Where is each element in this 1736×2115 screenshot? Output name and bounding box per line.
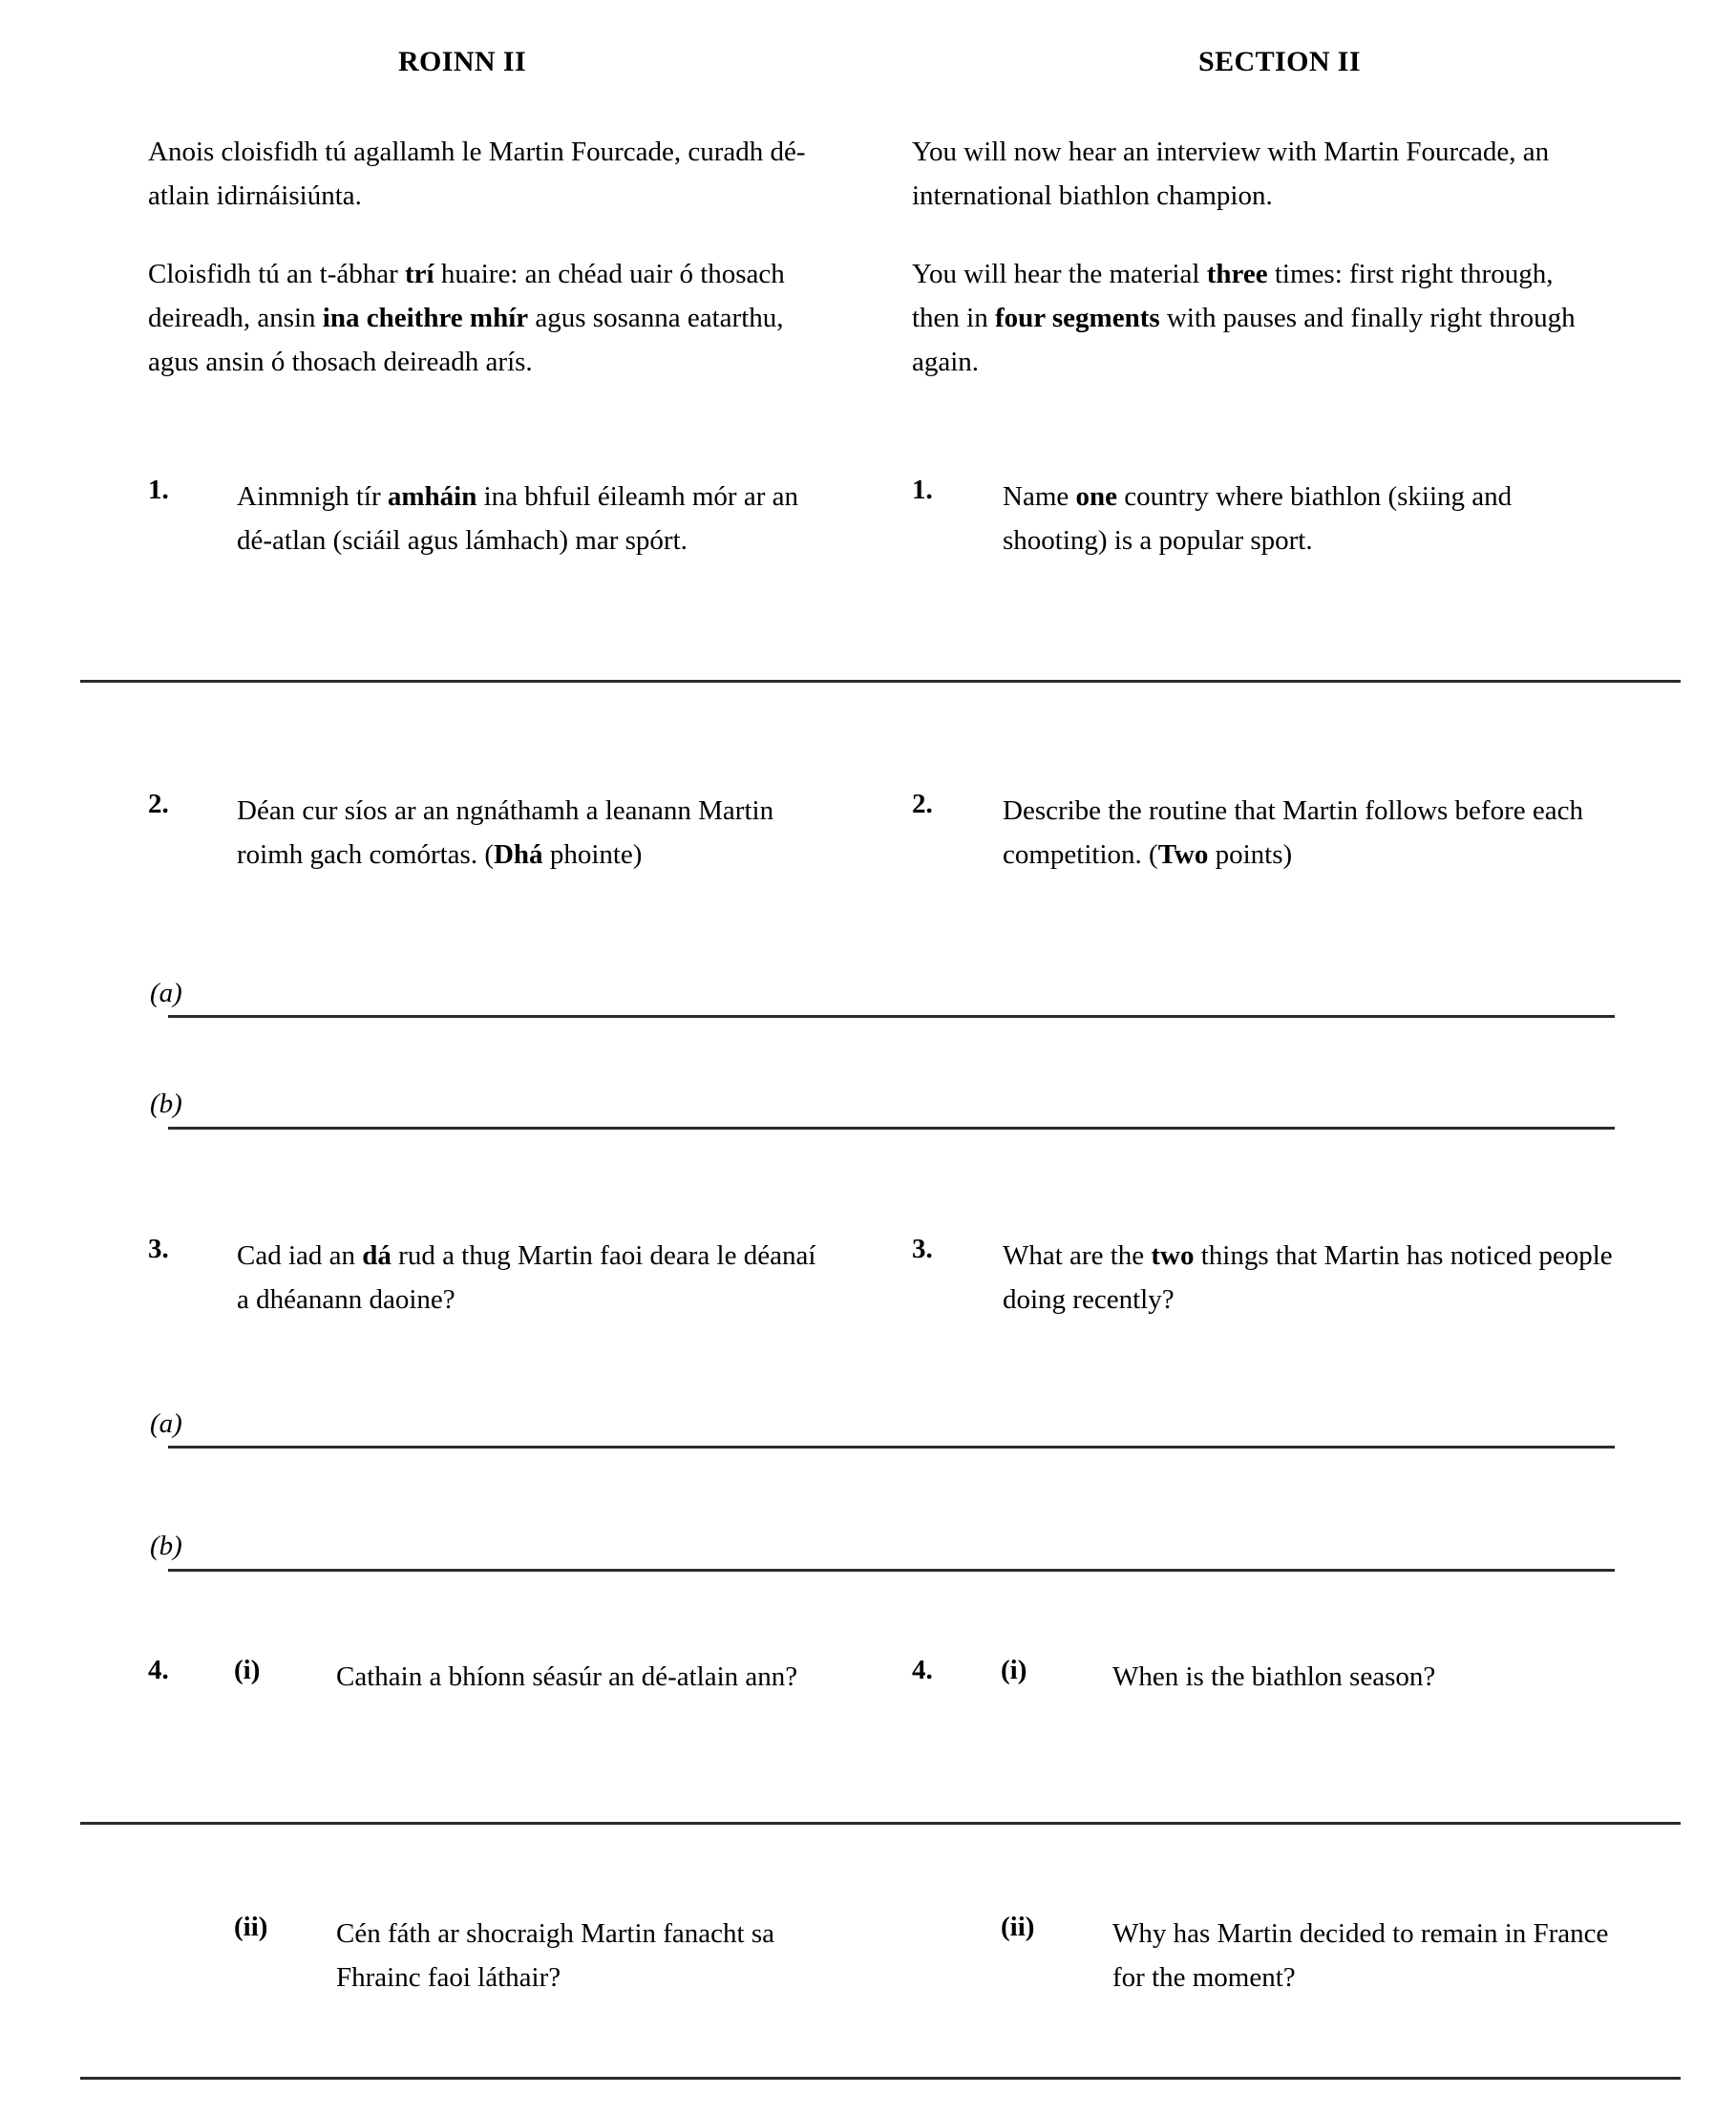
question-4-sub-i-text-irish: Cathain a bhíonn séasúr an dé-atlain ann? [336,1661,798,1692]
q2-english-text-b: points) [1208,839,1293,870]
intro-english-2-text-a: You will hear the material [912,259,1207,289]
question-2-number-irish: 2. [148,789,169,819]
q1-irish-text-b: ina bhfuil éileamh mór ar an dé-atlan (sciáil agus lámhach) mar spórt. [237,481,798,556]
q2-irish-bold: Dhá [493,839,543,870]
q2-english-bold: Two [1157,839,1209,870]
question-1-text-irish [237,475,829,562]
question-4-number-english: 4. [912,1655,933,1685]
intro-paragraph-irish-1: Anois cloisfidh tú agallamh le Martin Fourcade, curadh dé-atlain idirnáisiúnta. [148,137,806,211]
question-2-answer-label-a: (a) [150,978,182,1008]
intro-irish-2-text-a: Cloisfidh tú an t-ábhar [148,259,406,289]
intro-english-2-text-c: with pauses and finally right through again. [912,303,1576,377]
intro-english-2-text-b: times: first right through, then in [912,259,1554,333]
q2-irish-text-a: Déan cur síos ar an ngnáthamh a leanann Martin roimh gach comórtas. ( [237,795,774,870]
question-1-text-english [1003,475,1614,562]
question-4-sub-ii-text-irish: Cén fáth ar shocraigh Martin fanacht sa Fhrainc faoi láthair? [336,1918,774,1993]
question-4-sub-ii-label-english: (ii) [1001,1912,1035,1942]
question-3-answer-line-a[interactable] [168,1446,1615,1449]
question-4-sub-ii-text-english: Why has Martin decided to remain in France for the moment? [1112,1918,1609,1993]
question-2-answer-line-a[interactable] [168,1015,1615,1018]
question-3-answer-label-b: (b) [150,1531,182,1561]
question-4-sub-i-label-irish: (i) [234,1655,261,1685]
intro-english-2-bold-b: four segments [995,303,1160,333]
question-2-text-irish [237,789,829,877]
question-3-number-irish: 3. [148,1234,169,1264]
intro-paragraph-irish-2 [148,252,816,384]
q3-english-text-b: things that Martin has noticed people doing recently? [1003,1240,1613,1315]
q3-english-text-a: What are the [1003,1240,1152,1271]
question-3-answer-line-b[interactable] [168,1569,1615,1572]
question-4-sub-ii-label-irish: (ii) [234,1912,268,1942]
q3-irish-text-a: Cad iad an [237,1240,363,1271]
q1-irish-text-a: Ainmnigh tír [237,481,388,512]
intro-irish-2-bold-a: trí [405,259,434,289]
q3-irish-text-b: rud a thug Martin faoi deara le déanaí a dhéanann daoine? [237,1240,816,1315]
question-4-sub-i-text-english: When is the biathlon season? [1112,1661,1436,1692]
q1-english-text-a: Name [1003,481,1076,512]
intro-irish-2-text-b: huaire: an chéad uair ó thosach deireadh, ansin [148,259,785,333]
question-3-text-irish [237,1234,829,1322]
question-2-answer-line-b[interactable] [168,1127,1615,1130]
question-3-text-english [1003,1234,1614,1322]
section-heading-english: SECTION II [1198,46,1361,77]
question-2-number-english: 2. [912,789,933,819]
q2-english-text-a: Describe the routine that Martin follows before each competition. ( [1003,795,1583,870]
q3-english-bold: two [1151,1240,1195,1271]
q1-english-bold: one [1075,481,1117,512]
question-3-answer-label-a: (a) [150,1408,182,1439]
section-heading-irish: ROINN II [397,46,527,77]
question-4-number-irish: 4. [148,1655,169,1685]
q3-irish-bold: dá [362,1240,392,1271]
intro-paragraph-english-1: You will now hear an interview with Martin Fourcade, an international biathlon champion. [912,137,1550,211]
answer-rule-question-1 [80,680,1681,683]
intro-irish-2-bold-b: ina cheithre mhír [322,303,529,333]
answer-rule-question-4-i [80,1822,1681,1825]
question-2-answer-label-b: (b) [150,1089,182,1119]
intro-paragraph-english-2 [912,252,1580,384]
question-3-number-english: 3. [912,1234,933,1264]
question-1-number-english: 1. [912,475,933,505]
q1-english-text-b: country where biathlon (skiing and shooting) is a popular sport. [1003,481,1513,556]
answer-rule-question-4-ii [80,2077,1681,2080]
question-2-text-english [1003,789,1614,877]
question-4-sub-i-label-english: (i) [1001,1655,1027,1685]
intro-english-2-bold-a: three [1206,259,1268,289]
intro-irish-2-text-c: agus sosanna eatarthu, agus ansin ó thosach deireadh arís. [148,303,784,377]
question-1-number-irish: 1. [148,475,169,505]
q1-irish-bold: amháin [387,481,477,512]
q2-irish-text-b: phointe) [542,839,643,870]
